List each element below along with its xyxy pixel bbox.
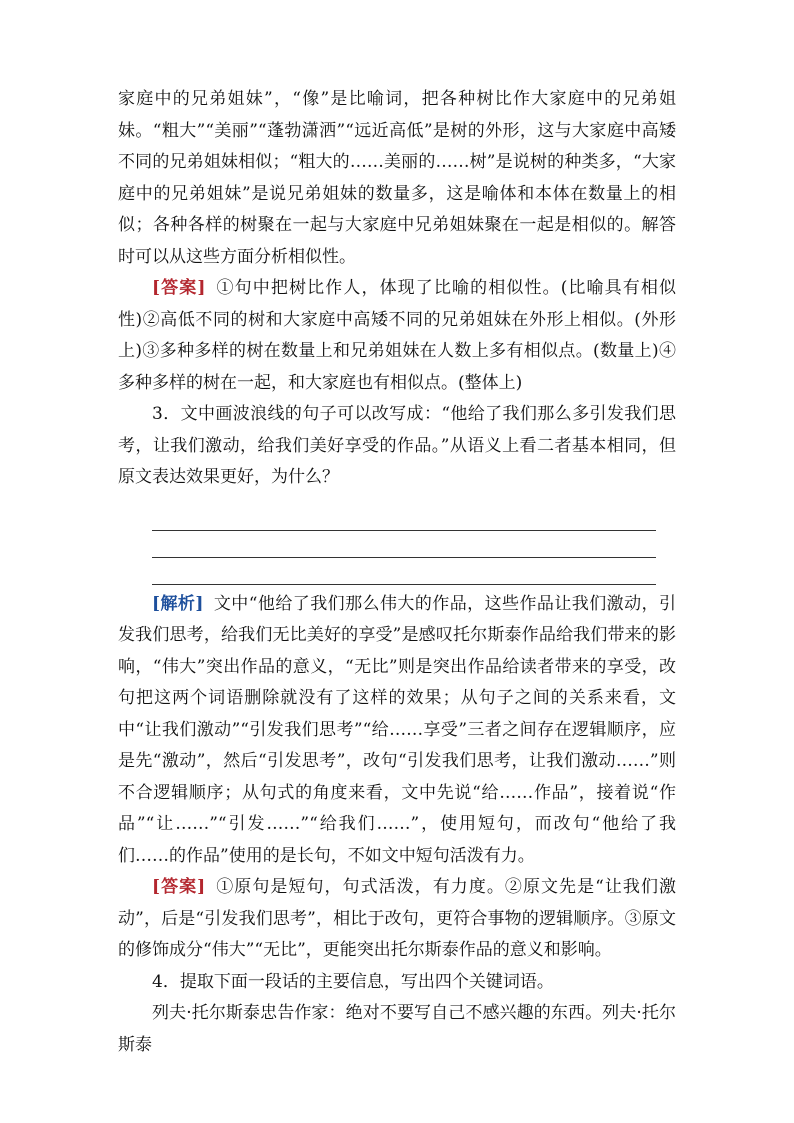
question-4: 4．提取下面一段话的主要信息，写出四个关键词语。	[152, 971, 554, 992]
answer-block-3	[118, 872, 676, 967]
writing-line	[152, 531, 656, 558]
answer-text: ①原句是短句，句式活泼，有力度。②原文先是“让我们激动”，后是“引发我们思考”，相比于改句，更符合事物的逻辑顺序。③原文的修饰成分“伟大”“无比”，更能突出托尔斯泰作品的意义和影响。	[118, 877, 676, 960]
answer-tag: [答案]	[152, 278, 206, 298]
source-paragraph: 列夫·托尔斯泰忠告作家：绝对不要写自己不感兴趣的东西。列夫·托尔斯泰	[118, 1003, 676, 1055]
explanation-paragraph-continued: 家庭中的兄弟姐妹”，“像”是比喻词，把各种树比作大家庭中的兄弟姐妹。“粗大”“美丽”“蓬勃潇洒”“远近高低”是树的外形，这与大家庭中高矮不同的兄弟姐妹相似；“粗大的……美丽的……树”是说树的种类多，“大家庭中的兄弟姐妹”是说兄弟姐妹的数量多，这是喻体和本体在数量上的相似；各种各样的树聚在一起与大家庭中兄弟姐妹聚在一起是相似的。解答时可以从这些方面分析相似性。	[118, 89, 676, 267]
answer-tag: [答案]	[152, 877, 206, 897]
question-3: 3．文中画波浪线的句子可以改写成：“他给了我们那么多引发我们思考，让我们激动，给我们美好享受的作品。”从语义上看二者基本相同，但原文表达效果更好，为什么？	[118, 404, 676, 487]
analysis-text: 文中“他给了我们那么伟大的作品，这些作品让我们激动，引发我们思考，给我们无比美好的享受”是感叹托尔斯泰作品给我们带来的影响，“伟大”突出作品的意义，“无比”则是突出作品给读者带来的享受，改句把这两个词语删除就没有了这样的效果；从句子之间的关系来看，文中“让我们激动”“引发我们思考”“给……享受”三者之间存在逻辑顺序，应是先“激动”，然后“引发思考”，改句“引发我们思考，让我们激动……”则不合逻辑顺序；从句式的角度来看，文中先说“给……作品”，接着说“作品”“让……”“引发……”“给我们……”，使用短句，而改句“他给了我们……的作品”使用的是长句，不如文中短句活泼有力。	[118, 593, 676, 866]
answer-text: ①句中把树比作人，体现了比喻的相似性。(比喻具有相似性)②高低不同的树和大家庭中高矮不同的兄弟姐妹在外形上相似。(外形上)③多种多样的树在数量上和兄弟姐妹在人数上多有相似点。(数量上)④多种多样的树在一起，和大家庭也有相似点。(整体上)	[118, 278, 676, 393]
analysis-block-3	[118, 589, 676, 873]
writing-line	[152, 558, 656, 585]
answer-block-2	[118, 273, 676, 399]
answer-writing-lines	[152, 504, 656, 585]
analysis-tag: [解析]	[152, 593, 204, 614]
writing-line	[152, 504, 656, 531]
